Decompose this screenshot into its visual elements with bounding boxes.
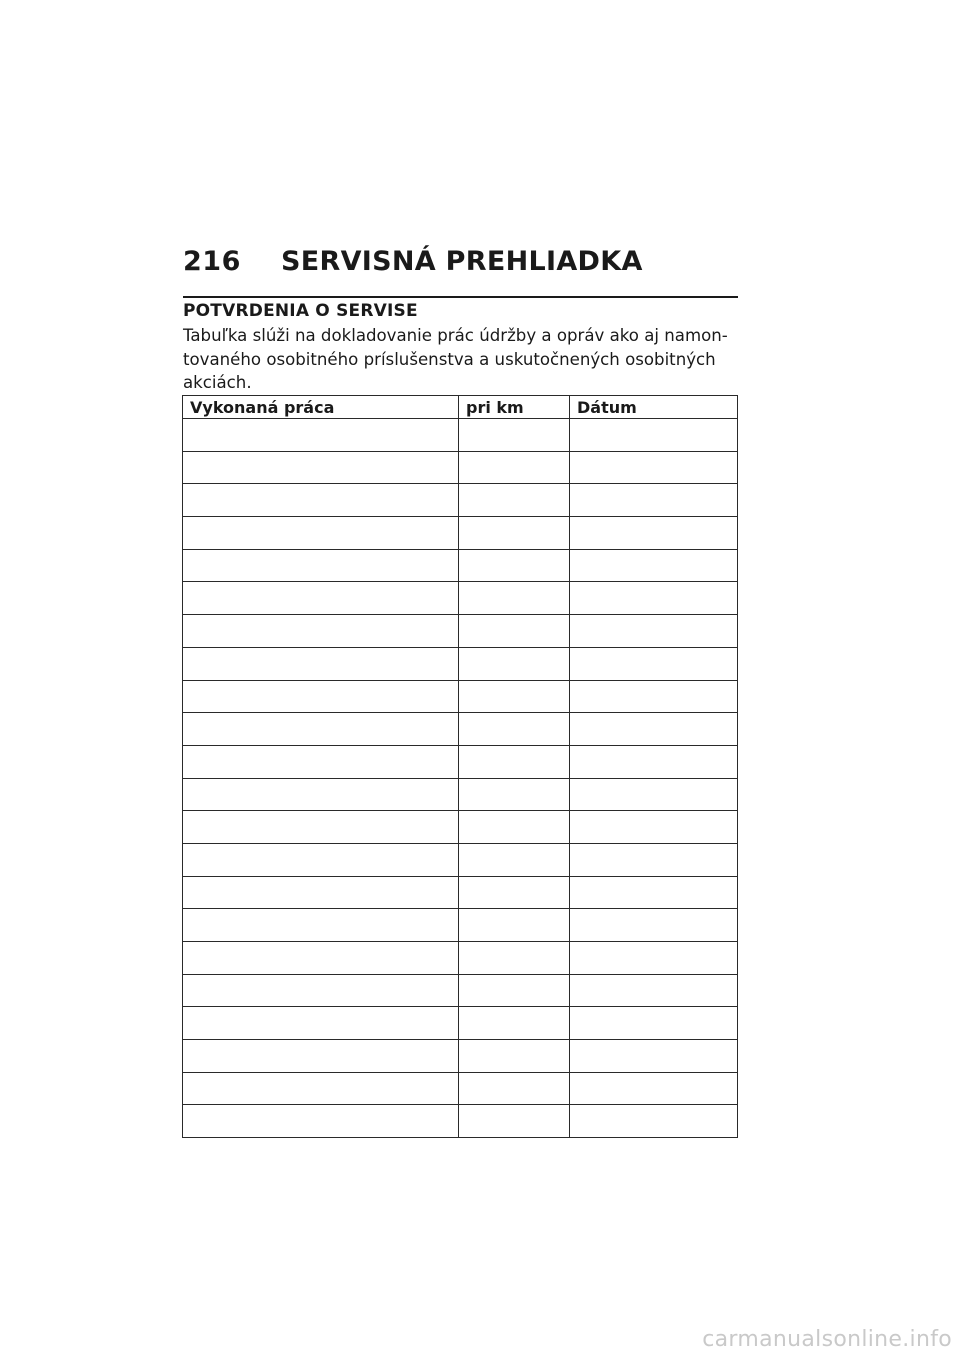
cell-km (459, 1007, 570, 1040)
cell-km (459, 843, 570, 876)
cell-km (459, 549, 570, 582)
cell-date (570, 811, 738, 844)
cell-km (459, 974, 570, 1007)
cell-date (570, 876, 738, 909)
cell-work (183, 745, 459, 778)
cell-km (459, 680, 570, 713)
cell-work (183, 876, 459, 909)
cell-date (570, 451, 738, 484)
cell-km (459, 778, 570, 811)
cell-km (459, 451, 570, 484)
table-row (183, 843, 738, 876)
cell-work (183, 713, 459, 746)
cell-work (183, 778, 459, 811)
table-row (183, 615, 738, 648)
table-row (183, 909, 738, 942)
table-row (183, 713, 738, 746)
table-row (183, 419, 738, 452)
cell-work (183, 549, 459, 582)
cell-date (570, 549, 738, 582)
chapter-title: SERVISNÁ PREHLIADKA (281, 246, 643, 277)
cell-date (570, 582, 738, 615)
cell-km (459, 713, 570, 746)
intro-line: Tabuľka slúži na dokladovanie prác údržby a opráv ako aj namon- (183, 326, 728, 345)
table-row (183, 451, 738, 484)
cell-work (183, 419, 459, 452)
cell-km (459, 909, 570, 942)
table-row (183, 647, 738, 680)
table-row (183, 745, 738, 778)
table-row (183, 484, 738, 517)
cell-date (570, 942, 738, 975)
table-row (183, 1007, 738, 1040)
table-row (183, 582, 738, 615)
cell-date (570, 745, 738, 778)
cell-km (459, 517, 570, 550)
cell-work (183, 1007, 459, 1040)
table-row (183, 517, 738, 550)
intro-line: tovaného osobitného príslušenstva a uskutočnených osobitných (183, 349, 716, 369)
intro-line: akciách. (183, 373, 252, 392)
cell-work (183, 811, 459, 844)
cell-km (459, 876, 570, 909)
cell-km (459, 1040, 570, 1073)
cell-work (183, 1105, 459, 1138)
cell-km (459, 647, 570, 680)
cell-date (570, 647, 738, 680)
table-row (183, 778, 738, 811)
cell-km (459, 582, 570, 615)
cell-km (459, 419, 570, 452)
table-row (183, 811, 738, 844)
page-header (183, 246, 738, 282)
cell-km (459, 942, 570, 975)
cell-date (570, 909, 738, 942)
cell-work (183, 974, 459, 1007)
cell-work (183, 909, 459, 942)
cell-km (459, 615, 570, 648)
table-header-row (183, 396, 738, 419)
cell-date (570, 615, 738, 648)
cell-km (459, 811, 570, 844)
cell-date (570, 843, 738, 876)
table-row (183, 680, 738, 713)
cell-date (570, 713, 738, 746)
column-header-date: Dátum (570, 396, 738, 419)
watermark: carmanualsonline.info (702, 1327, 952, 1352)
cell-date (570, 778, 738, 811)
cell-date (570, 680, 738, 713)
service-record-table (182, 395, 738, 1138)
table-row (183, 974, 738, 1007)
cell-km (459, 484, 570, 517)
cell-date (570, 1040, 738, 1073)
cell-date (570, 419, 738, 452)
cell-work (183, 680, 459, 713)
cell-date (570, 974, 738, 1007)
cell-work (183, 451, 459, 484)
cell-work (183, 582, 459, 615)
cell-date (570, 1105, 738, 1138)
table-row (183, 942, 738, 975)
section-title: POTVRDENIA O SERVISE (183, 296, 738, 321)
cell-date (570, 484, 738, 517)
table-row (183, 1072, 738, 1105)
cell-work (183, 484, 459, 517)
cell-km (459, 1072, 570, 1105)
column-header-work: Vykonaná práca (183, 396, 459, 419)
cell-work (183, 517, 459, 550)
column-header-km: pri km (459, 396, 570, 419)
cell-work (183, 647, 459, 680)
table-row (183, 549, 738, 582)
intro-paragraph (183, 324, 743, 395)
cell-work (183, 615, 459, 648)
cell-date (570, 1072, 738, 1105)
cell-work (183, 1040, 459, 1073)
table-row (183, 1105, 738, 1138)
cell-km (459, 1105, 570, 1138)
table-row (183, 1040, 738, 1073)
table-row (183, 876, 738, 909)
page-number: 216 (183, 246, 241, 277)
cell-work (183, 942, 459, 975)
cell-date (570, 1007, 738, 1040)
cell-work (183, 1072, 459, 1105)
table-body (183, 419, 738, 1138)
cell-km (459, 745, 570, 778)
cell-date (570, 517, 738, 550)
cell-work (183, 843, 459, 876)
